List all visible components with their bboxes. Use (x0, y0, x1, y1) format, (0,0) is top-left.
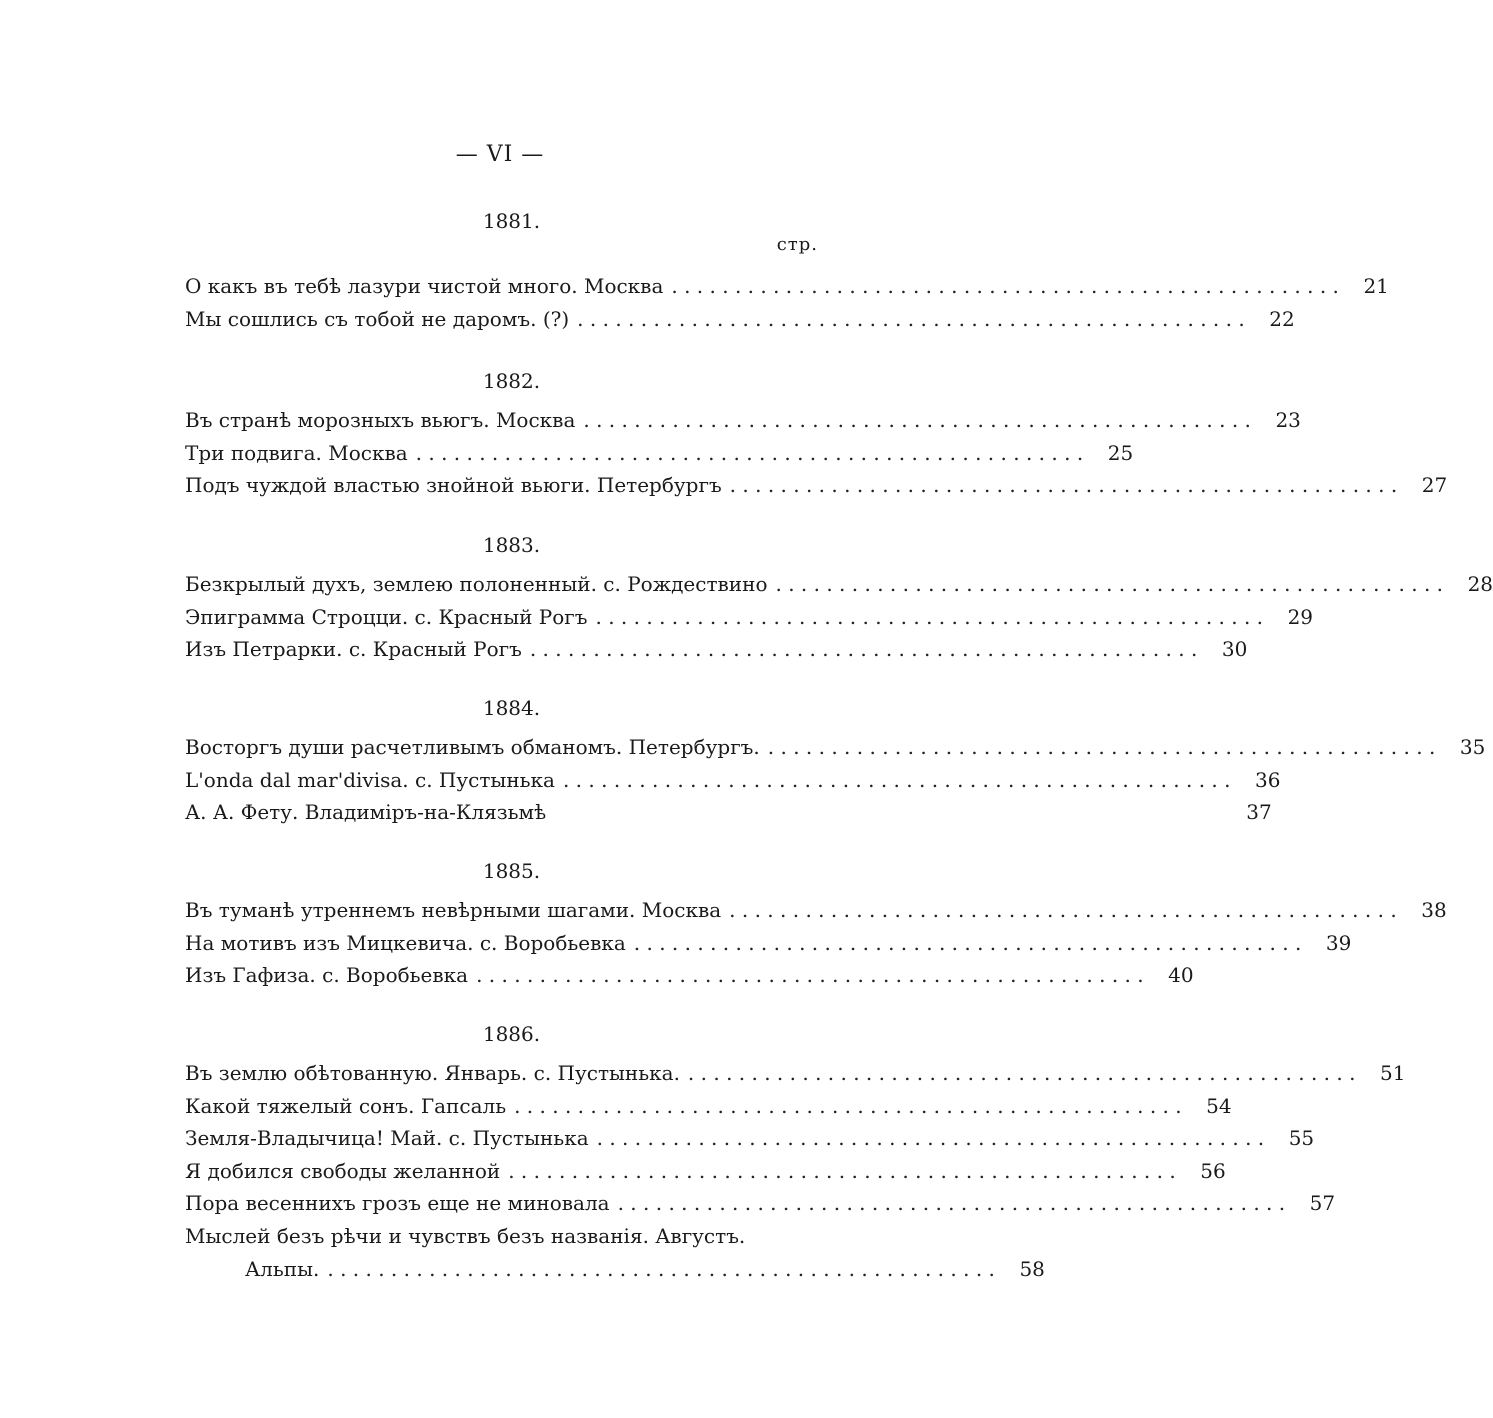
entry-page: 36 (1255, 767, 1281, 792)
entry-page: 30 (1221, 637, 1248, 662)
dot-leader (468, 959, 1150, 992)
page-number: — VI — (455, 142, 545, 167)
entry-title: На мотивъ изъ Мицкевича. с. Воробьевка (185, 930, 626, 955)
dot-leader (680, 1057, 1362, 1090)
dot-leader (767, 568, 1449, 601)
dot-leader (760, 731, 1442, 764)
entry-title: Альпы. (245, 1256, 320, 1281)
section-1881 (185, 206, 1389, 335)
toc-entry[interactable] (185, 270, 1389, 303)
entry-page: 23 (1275, 408, 1301, 432)
toc-entry[interactable] (185, 1220, 818, 1253)
entry-page: 29 (1287, 604, 1314, 629)
section-1883 (185, 530, 1493, 666)
year-heading: 1883. (482, 533, 541, 557)
entry-title: Три подвига. Москва (185, 440, 408, 465)
entry-page: 40 (1168, 963, 1194, 988)
entry-title: L'onda dal mar'divisa. с. Пустынька (185, 767, 555, 792)
toc-entry[interactable] (185, 927, 1352, 960)
entry-title: Я добился свободы желанной (185, 1158, 501, 1183)
toc-entry[interactable] (185, 764, 1281, 797)
year-heading: 1886. (482, 1022, 541, 1046)
page-column-label: стр. (776, 234, 818, 255)
entry-page: 54 (1206, 1093, 1232, 1118)
dot-leader (500, 1155, 1182, 1188)
dot-leader (626, 927, 1308, 960)
section-1882 (185, 366, 1448, 502)
entry-page: 51 (1380, 1061, 1406, 1085)
entry-title: Пора весеннихъ грозъ еще не миновала (185, 1191, 610, 1216)
dot-leader (408, 437, 1090, 470)
entry-page: 35 (1459, 735, 1486, 759)
toc-entry[interactable] (185, 959, 1194, 992)
entry-title: Земля-Владычица! Май. с. Пустынька (185, 1126, 589, 1151)
entry-page: 28 (1467, 572, 1493, 596)
toc-entry[interactable] (185, 469, 1448, 502)
dot-leader (610, 1187, 1292, 1220)
toc-entry[interactable] (185, 437, 1134, 470)
dot-leader (588, 601, 1270, 634)
dot-leader (589, 1122, 1271, 1155)
toc-entry[interactable] (185, 1155, 1226, 1188)
entry-page: 55 (1288, 1126, 1315, 1151)
entry-page: 58 (1019, 1256, 1045, 1281)
entry-title: Мыслей безъ рѣчи и чувствъ безъ названія. Августъ. (185, 1223, 746, 1248)
entry-title: Изъ Петрарки. с. Красный Рогъ (185, 637, 522, 662)
entry-title: Мы сошлись съ тобой не даромъ. (?) (185, 306, 570, 331)
entry-title: Въ странѣ морозныхъ вьюгъ. Москва (185, 408, 576, 432)
toc-entry[interactable] (185, 1090, 1232, 1123)
toc-entry[interactable] (185, 731, 1486, 764)
entry-page: 27 (1421, 473, 1448, 498)
year-heading: 1885. (482, 859, 541, 883)
entry-page: 38 (1421, 898, 1447, 922)
entry-page: 21 (1363, 274, 1389, 298)
entry-page: 37 (1246, 800, 1272, 825)
dot-leader (506, 1090, 1188, 1123)
entry-title: Въ землю обѣтованную. Январь. с. Пустынька. (185, 1061, 680, 1085)
toc-entry[interactable] (185, 894, 1447, 927)
section-1884 (185, 693, 1486, 829)
year-heading: 1882. (482, 369, 541, 393)
toc-entry[interactable] (185, 1122, 1315, 1155)
toc-entry[interactable] (185, 796, 1272, 829)
toc-entry[interactable] (185, 1057, 1406, 1090)
toc-entry[interactable] (185, 633, 1248, 666)
entry-title: Подъ чуждой властью знойной вьюги. Петербургъ (185, 473, 722, 498)
toc-entry[interactable] (185, 568, 1493, 601)
section-1886 (185, 1019, 1406, 1285)
entry-title: Безкрылый духъ, землею полоненный. с. Рождествино (185, 572, 768, 596)
toc-entry[interactable] (185, 1187, 1336, 1220)
entry-title: Восторгъ души расчетливымъ обманомъ. Петербургъ. (185, 735, 760, 759)
year-heading: 1884. (482, 696, 541, 720)
year-heading: 1881. (482, 209, 541, 233)
dot-leader (663, 270, 1345, 303)
dot-leader (575, 404, 1257, 437)
dot-leader (722, 469, 1404, 502)
entry-page: 57 (1309, 1191, 1336, 1216)
dot-leader (522, 633, 1204, 666)
toc-entry[interactable] (185, 303, 1295, 336)
entry-title: Какой тяжелый сонъ. Гапсаль (185, 1093, 507, 1118)
entry-page: 39 (1325, 930, 1352, 955)
dot-leader (721, 894, 1403, 927)
entry-title: Эпиграмма Строцци. с. Красный Рогъ (185, 604, 588, 629)
entry-title: О какъ въ тебѣ лазури чистой много. Москва (185, 274, 664, 298)
dot-leader (555, 764, 1237, 797)
entry-title: Изъ Гафиза. с. Воробьевка (185, 963, 469, 988)
entry-title: Въ туманѣ утреннемъ невѣрными шагами. Москва (185, 898, 722, 922)
entry-title: А. А. Фету. Владиміръ-на-Клязьмѣ (185, 800, 547, 825)
toc-entry[interactable] (185, 404, 1301, 437)
toc-entry-continuation[interactable] (185, 1253, 1045, 1286)
dot-leader (319, 1253, 1001, 1286)
entry-page: 25 (1107, 440, 1134, 465)
toc-entry[interactable] (185, 601, 1314, 634)
dot-leader (569, 303, 1251, 336)
entry-page: 22 (1269, 306, 1295, 331)
entry-page: 56 (1200, 1158, 1226, 1183)
section-1885 (185, 856, 1447, 992)
